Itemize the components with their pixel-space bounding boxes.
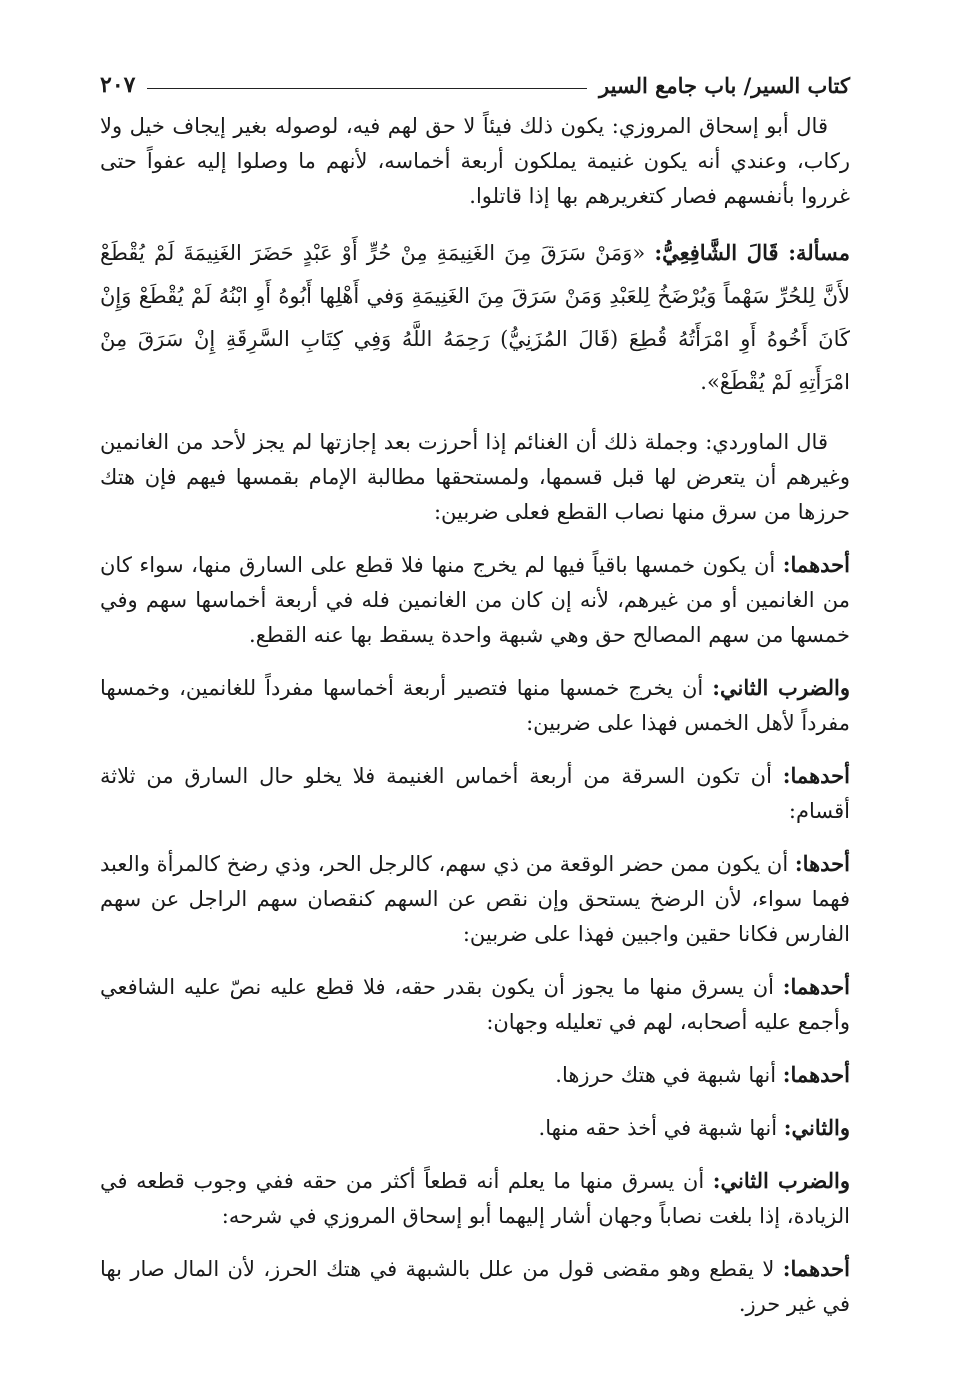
paragraph: أحدهما: أن يكون خمسها باقياً فيها لم يخرج منها فلا قطع على السارق منها، سواء كان من الغانمين أو من غيرهم، لأنه إن كان من الغانمين فله في أربعة أخماسها سهم وفي خمسها من سهم المصالح حق وهي شبهة واحدة يسقط بها عنه القطع. [100, 552, 850, 647]
paragraph: أحدهما: أن يسرق منها ما يجوز أن يكون بقدر حقه، فلا قطع عليه نصّ عليه الشافعي وأجمع عليه أصحابه، لهم في تعليله وجهان: [100, 974, 850, 1034]
paragraph: أحدهما: لا يقطع وهو مقضى قول من علل بالشبهة في هتك الحرز، لأن المال صار بها في غير حرز. [100, 1256, 850, 1316]
header-title: كتاب السير/ باب جامع السير [598, 72, 850, 98]
paragraph: أحدها: أن يكون ممن حضر الوقعة من ذي سهم، كالرجل الحر، وذي رضخ كالمرأة والعبد فهما سواء، لأن الرضخ يستحق وإن نقص عن السهم كنقصان سهم الراجل عن سهم الفارس فكانا حقين واجبين فهذا على ضربين: [100, 851, 850, 946]
paragraph: قال الماوردي: وجملة ذلك أن الغنائم إذا أحرزت بعد إجازتها لم يجز لأحد من الغانمين وغيرهم أن يتعرض لها قبل قسمها، ولمستحقها مطالبة الإمام بقمسها فيهم فإن هتك حرزها من سرق منها نصاب القطع فعلى ضربين: [100, 430, 850, 524]
header-rule [147, 88, 587, 89]
paragraph: والضرب الثاني: أن يسرق منها ما يعلم أنه قطعاً أكثر من حقه ففي وجوب قطعه في الزيادة، إذا بلغت نصاباً وجهان أشار إليهما أبو إسحاق المروزي في شرحه: [100, 1168, 850, 1228]
paragraph: أحدهما: أنها شبهة في هتك حرزها. [555, 1062, 850, 1087]
paragraph: والضرب الثاني: أن يخرج خمسها منها فتصير أربعة أخماسها مفرداً للغانمين، وخمسها مفرداً لأهل الخمس فهذا على ضربين: [100, 675, 850, 735]
paragraph: والثاني: أنها شبهة في أخذ حقه منها. [538, 1115, 850, 1140]
paragraph: أحدهما: أن تكون السرقة من أربعة أخماس الغنيمة فلا يخلو حال السارق من ثلاثة أقسام: [100, 763, 850, 823]
paragraph: قال أبو إسحاق المروزي: يكون ذلك فيئاً لا حق لهم فيه، لوصوله بغير إيجاف خيل ولا ركاب، وعندي أنه يكون غنيمة يملكون أربعة أخماسه، لأنهم ما وصلوا إليه عفواً حتى غرروا بأنفسهم فصار كتغريرهم بها إذا قاتلوا. [100, 114, 850, 208]
masala-lead: مسألة: قَالَ الشَّافِعِيُّ: [654, 240, 850, 265]
page-number: ٢٠٧ [100, 72, 136, 98]
running-header [100, 68, 850, 102]
page-body [100, 108, 850, 1339]
paragraph-masala: مسألة: قَالَ الشَّافِعِيُّ: «وَمَنْ سَرَقَ مِنَ الغَنِيمَةِ مِنْ حُرٍّ أَوْ عَبْدٍ حَضَرَ الغَنِيمَةَ لَمْ يُقْطَعْ لأَنَّ لِلحُرِّ سَهْماً وَيُرْضَخُ لِلعَبْدِ وَمَنْ سَرَقَ مِنَ الغَنِيمَةِ وَفي أَهْلِها أَبُوهُ أَوِ ابْنُهُ لَمْ يُقْطَعْ وَإِنْ كَانَ أَخُوهُ أَوِ امْرَأَتُهُ قُطِعَ (قَالَ المُزَنِيُّ) رَحِمَهُ اللَّهُ وَفِي كِتَابِ السَّرِقَةِ إِنْ سَرَقَ مِنْ امْرَأَتِهِ لَمْ يُقْطَعْ». [100, 240, 850, 394]
